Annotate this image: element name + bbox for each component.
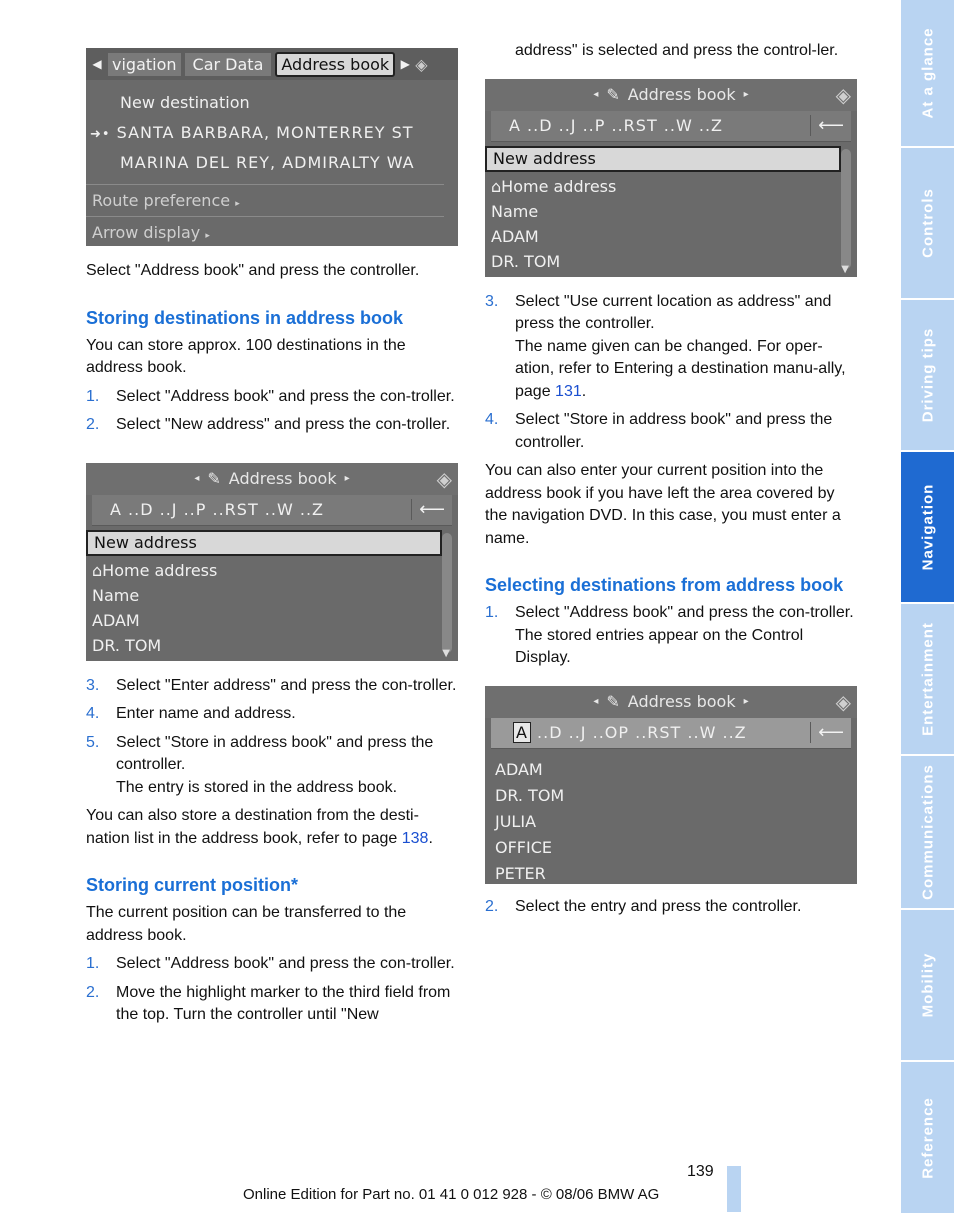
step-1c: 1. Select "Address book" and press the con-troller. The stored entries appear on the Control Display. — [485, 604, 854, 666]
paragraph-current-position-dvd: You can also enter your current position into the address book if you have left the area covered by the navigation DVD. In this case, you must enter a name. — [485, 462, 841, 547]
screen-header: ◂ ✎ Address book ▸ — [485, 79, 857, 111]
tab-address-book: Address book — [275, 52, 395, 77]
back-arrow-icon: ⟵ — [810, 115, 851, 136]
menu-arrow-display: Arrow display ▸ — [92, 223, 210, 242]
left-column — [86, 48, 458, 1027]
row-name: Name — [491, 201, 539, 221]
tab-communications[interactable]: Communications — [901, 756, 954, 910]
row-adam: ADAM — [92, 610, 140, 630]
entry-dr-tom: DR. TOM — [495, 785, 565, 805]
menu-new-destination: New destination — [120, 93, 250, 112]
settings-icon: ◈ — [415, 54, 428, 74]
scroll-down-icon: ▼ — [841, 263, 849, 275]
settings-icon: ◈ — [835, 82, 851, 107]
menu-destination-item: ➜• SANTA BARBARA, MONTERREY ST — [90, 123, 414, 142]
paragraph-current-position: The current position can be transferred to the address book. — [86, 904, 407, 944]
step-2b-continuation: address" is selected and press the control-ler. — [515, 42, 839, 59]
tab-mobility[interactable]: Mobility — [901, 910, 954, 1062]
paragraph-capacity: You can store approx. 100 destinations in the address book. — [86, 336, 406, 376]
tab-reference[interactable]: Reference — [901, 1062, 954, 1213]
paragraph-destination-list: You can also store a destination from the desti-nation list in the address book, refer to page 138. — [86, 807, 433, 847]
home-icon: ⌂ — [491, 176, 502, 196]
menu-tab-bar — [86, 48, 458, 80]
page-link-131[interactable]: 131 — [555, 382, 582, 400]
heading-storing-destinations: Storing destinations in address book — [86, 307, 404, 328]
step-2b: 2. Move the highlight marker to the third field from the top. Turn the controller until "New — [86, 983, 451, 1023]
step-1b: 1. Select "Address book" and press the con-troller. — [86, 955, 455, 972]
page-marker-bar — [727, 1166, 741, 1212]
menu-route-preference: Route preference ▸ — [92, 191, 240, 210]
page-link-138[interactable]: 138 — [401, 829, 429, 847]
row-new-address: New address — [86, 530, 442, 556]
heading-selecting-destinations: Selecting destinations from address book — [485, 575, 844, 595]
tab-entertainment[interactable]: Entertainment — [901, 604, 954, 756]
alphabet-row: A ..D ..J ..P ..RST ..W ..Z ⟵ — [491, 111, 851, 142]
address-book-icon: ✎ — [207, 469, 221, 488]
address-book-icon: ✎ — [606, 85, 620, 104]
step-3: 3. Select "Enter address" and press the con-troller. — [86, 676, 457, 694]
home-icon: ⌂ — [92, 560, 103, 580]
row-new-address: New address — [485, 146, 841, 172]
row-home-address: ⌂Home address — [92, 560, 218, 580]
alphabet-row: A ..D ..J ..OP ..RST ..W ..Z ⟵ — [491, 718, 851, 749]
right-column — [485, 40, 857, 918]
scrollbar — [442, 533, 452, 653]
address-book-icon: ✎ — [606, 692, 620, 711]
row-dr-tom: DR. TOM — [92, 635, 162, 655]
settings-icon: ◈ — [835, 689, 851, 714]
alphabet-row: A ..D ..J ..P ..RST ..W ..Z ⟵ — [92, 495, 452, 526]
tab-navigation[interactable]: Navigation — [901, 452, 954, 604]
left-arrow-icon: ◀ — [92, 57, 102, 71]
entry-office: OFFICE — [495, 837, 552, 857]
entry-adam: ADAM — [495, 759, 543, 779]
step-3b: 3. Select "Use current location as address" and press the controller. The name given can be changed. For oper-ation, refer to Entering a destination manu-ally, page 131. — [485, 292, 846, 400]
footer-edition-text: Online Edition for Part no. 01 41 0 012 928 - © 08/06 BMW AG — [243, 1186, 660, 1203]
row-adam: ADAM — [491, 226, 539, 246]
chapter-sidebar — [901, 0, 954, 1213]
row-name: Name — [92, 585, 140, 605]
arrow-bullet-icon: ➜• — [90, 127, 111, 142]
step-4b: 4. Select "Store in address book" and press the controller. — [485, 411, 833, 451]
step-5: 5. Select "Store in address book" and press the controller. The entry is stored in the address book. — [86, 733, 434, 796]
address-book-entries-screen — [485, 686, 857, 884]
tab-controls[interactable]: Controls — [901, 148, 954, 300]
right-arrow-icon: ▶ — [400, 57, 410, 71]
tab-driving-tips[interactable]: Driving tips — [901, 300, 954, 452]
row-home-address: ⌂Home address — [491, 176, 617, 196]
back-arrow-icon: ⟵ — [411, 499, 452, 520]
address-book-screen-2 — [485, 79, 857, 277]
caption-select-address-book: Select "Address book" and press the controller. — [86, 262, 420, 279]
step-4: 4. Enter name and address. — [86, 705, 296, 722]
step-2: 2. Select "New address" and press the con-troller. — [86, 416, 451, 433]
scrollbar — [841, 149, 851, 269]
address-book-screen — [86, 463, 458, 661]
tab-car-data: Car Data — [185, 53, 272, 76]
page-number: 139 — [687, 1163, 714, 1180]
tab-navigation: vigation — [108, 53, 181, 76]
screen-header: ◂ ✎ Address book ▸ — [485, 686, 857, 718]
scroll-down-icon: ▼ — [442, 647, 450, 659]
screen-header: ◂ ✎ Address book ▸ — [86, 463, 458, 495]
menu-destination-item: MARINA DEL REY, ADMIRALTY WA — [120, 153, 415, 172]
tab-at-a-glance[interactable]: At a glance — [901, 0, 954, 148]
heading-storing-current-position: Storing current position* — [86, 875, 299, 895]
row-dr-tom: DR. TOM — [491, 251, 561, 271]
selected-letter: A — [513, 722, 531, 743]
back-arrow-icon: ⟵ — [810, 722, 851, 743]
navigation-menu-screen — [86, 48, 458, 246]
settings-icon: ◈ — [436, 466, 452, 491]
entry-peter: PETER — [495, 863, 546, 883]
step-2c: 2. Select the entry and press the controller. — [485, 897, 802, 915]
step-1: 1. Select "Address book" and press the con-troller. — [86, 387, 455, 405]
entry-julia: JULIA — [495, 811, 537, 831]
